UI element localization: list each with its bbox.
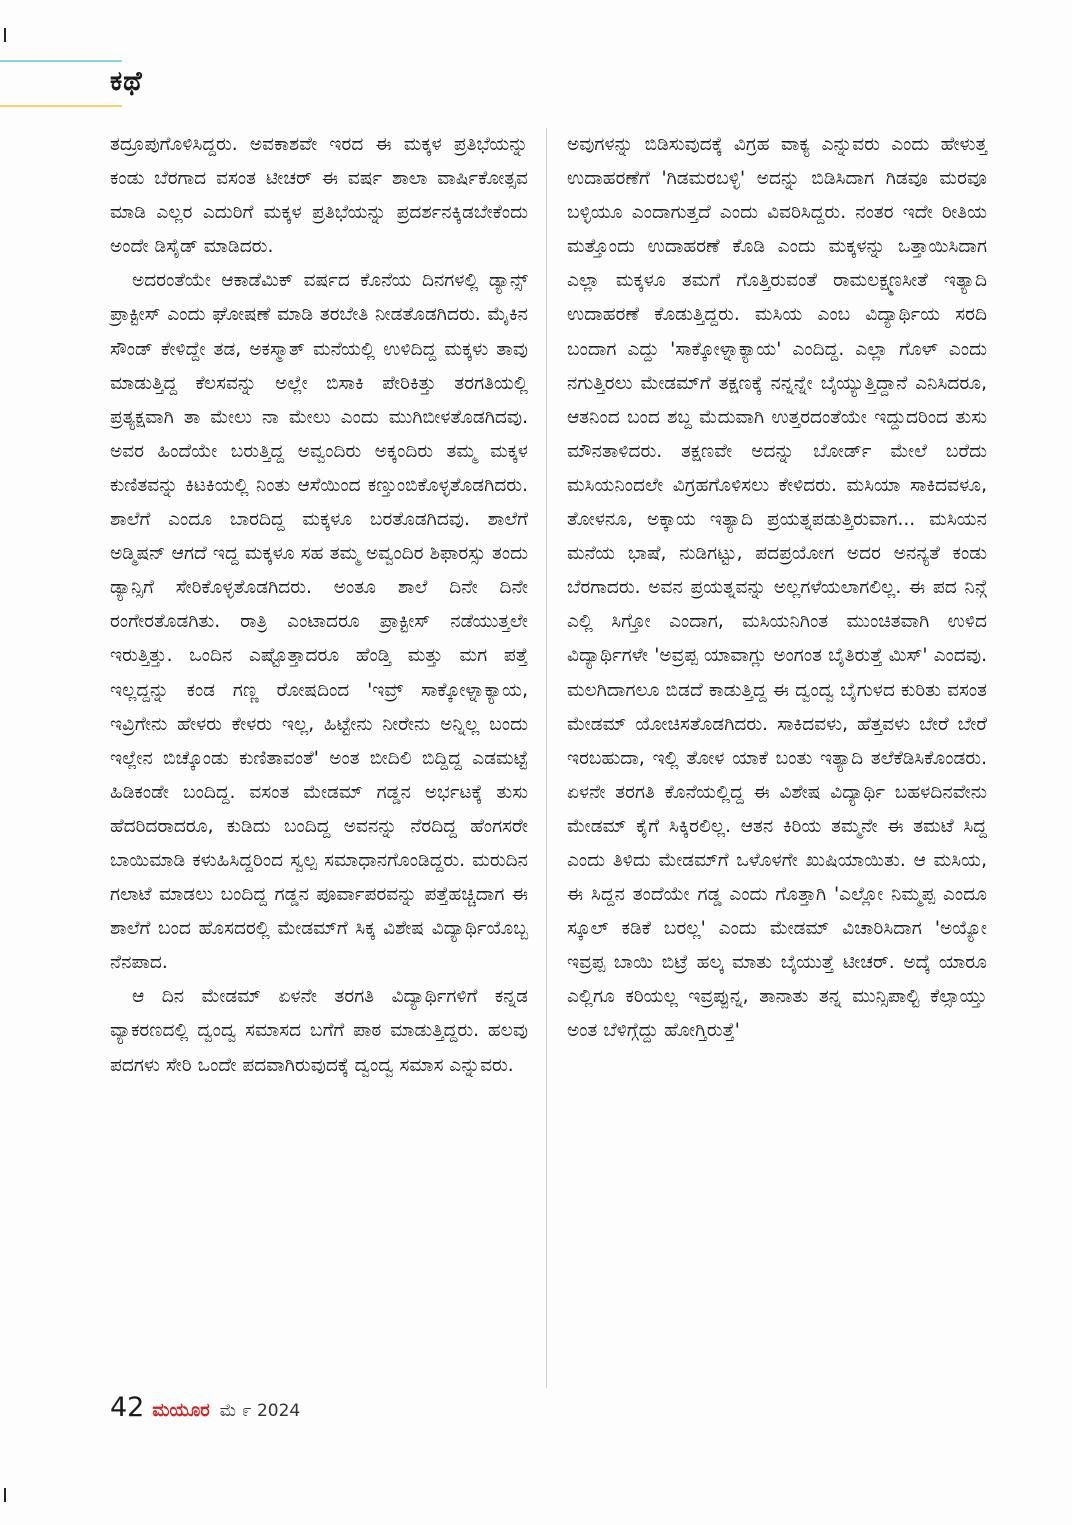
page-footer [110, 1392, 300, 1432]
page-number: 42 [110, 1392, 145, 1423]
right-column [567, 128, 987, 1049]
header-rule-yellow [0, 105, 122, 107]
paragraph: ಆ ದಿನ ಮೇಡಮ್ ಏಳನೇ ತರಗತಿ ವಿದ್ಯಾರ್ಥಿಗಳಿಗೆ ಕನ್ನಡ ವ್ಯಾಕರಣದಲ್ಲಿ ದ್ವಂದ್ವ ಸಮಾಸದ ಬಗೆಗೆ ಪಾಠ ಮಾಡುತ್ತಿದ್ದರು. ಹಲವು ಪದಗಳು ಸೇರಿ ಒಂದೇ ಪದವಾಗಿರುವುದಕ್ಕೆ ದ್ವಂದ್ವ ಸಮಾಸ ಎನ್ನುವರು. [110, 986, 528, 1076]
magazine-logo: ಮಯೂರ [152, 1400, 210, 1421]
header-rule-blue [0, 60, 122, 62]
left-column [110, 128, 528, 1083]
crop-mark [4, 28, 6, 42]
section-title: ಕಥೆ [110, 66, 143, 97]
paragraph: ತದ್ರೂಪುಗೊಳಿಸಿದ್ದರು. ಅವಕಾಶವೇ ಇರದ ಈ ಮಕ್ಕಳ ಪ್ರತಿಭೆಯನ್ನು ಕಂಡು ಬೆರಗಾದ ವಸಂತ ಟೀಚರ್ ಈ ವರ್ಷ ಶಾಲಾ ವಾರ್ಷಿಕೋತ್ಸವ ಮಾಡಿ ಎಲ್ಲರ ಎದುರಿಗೆ ಮಕ್ಕಳ ಪ್ರತಿಭೆಯನ್ನು ಪ್ರದರ್ಶನಕ್ಕಿಡಬೇಕೆಂದು ಅಂದೇ ಡಿಸೈಡ್ ಮಾಡಿದರು. [110, 134, 528, 258]
paragraph: ಅದರಂತೆಯೇ ಆಕಾಡೆಮಿಕ್ ವರ್ಷದ ಕೊನೆಯ ದಿನಗಳಲ್ಲಿ ಡ್ಯಾನ್ಸ್ ಪ್ರಾಕ್ಟೀಸ್ ಎಂದು ಘೋಷಣೆ ಮಾಡಿ ತರಬೇತಿ ನೀಡತೊಡಗಿದರು. ಮೈಕಿನ ಸೌಂಡ್ ಕೇಳಿದ್ದೇ ತಡ, ಅಕಸ್ಮಾತ್ ಮನೆಯಲ್ಲಿ ಉಳಿದಿದ್ದ ಮಕ್ಕಳು ತಾವು ಮಾಡುತ್ತಿದ್ದ ಕೆಲಸವನ್ನು ಅಲ್ಲೇ ಬಿಸಾಕಿ ಪೇರಿಕಿತ್ತು ತರಗತಿಯಲ್ಲಿ ಪ್ರತ್ಯಕ್ಷವಾಗಿ ತಾ ಮೇಲು ನಾ ಮೇಲು ಎಂದು ಮುಗಿಬೀಳತೊಡಗಿದವು. ಅವರ ಹಿಂದೆಯೇ ಬರುತ್ತಿದ್ದ ಅವ್ವಂದಿರು ಅಕ್ಕಂದಿರು ತಮ್ಮ ಮಕ್ಕಳ ಕುಣಿತವನ್ನು ಕಿಟಕಿಯಲ್ಲಿ ನಿಂತು ಆಸೆಯಿಂದ ಕಣ್ತುಂಬಿಕೊಳ್ಳತೊಡಗಿದರು. ಶಾಲೆಗೆ ಎಂದೂ ಬಾರದಿದ್ದ ಮಕ್ಕಳೂ ಬರತೊಡಗಿದವು. ಶಾಲೆಗೆ ಅಡ್ಮಿಷನ್ ಆಗದೆ ಇದ್ದ ಮಕ್ಕಳೂ ಸಹ ತಮ್ಮ ಅವ್ವಂದಿರ ಶಿಫಾರಸ್ಸು ತಂದು ಡ್ಯಾನ್ಸಿಗೆ ಸೇರಿಕೊಳ್ಳತೊಡಗಿದರು. ಅಂತೂ ಶಾಲೆ ದಿನೇ ದಿನೇ ರಂಗೇರತೊಡಗಿತು. ರಾತ್ರಿ ಎಂಟಾದರೂ ಪ್ರಾಕ್ಟೀಸ್ ನಡೆಯುತ್ತಲೇ ಇರುತ್ತಿತ್ತು. ಒಂದಿನ ಎಷ್ಟೊತ್ತಾದರೂ ಹೆಂಡ್ತಿ ಮತ್ತು ಮಗ ಪತ್ತೆ ಇಲ್ಲದ್ದನ್ನು ಕಂಡ ಗಣ್ಣ ರೋಷದಿಂದ 'ಇವ್ರ್ ಸಾಕ್ಕೋಳ್ನಾಕ್ಯಾಯ, ಇವ್ರಿಗೇನು ಹೇಳರು ಕೇಳರು ಇಲ್ಲ, ಹಿಟ್ಟೇನು ನೀರೇನು ಅನ್ನಿಲ್ಲ ಬಂದು ಇಲ್ಲೇನ ಬಿಚ್ಕೊಂಡು ಕುಣಿತಾವಂತೆ' ಅಂತ ಬೀದಿಲಿ ಬಿದ್ದಿದ್ದ ಎಡಮಟ್ಟೆ ಹಿಡಿಕಂಡೇ ಬಂದಿದ್ದ. ವಸಂತ ಮೇಡಮ್ ಗಡ್ಡನ ಅರ್ಭಟಕ್ಕೆ ತುಸು ಹೆದರಿದರಾದರೂ, ಕುಡಿದು ಬಂದಿದ್ದ ಅವನನ್ನು ನೆರದಿದ್ದ ಹೆಂಗಸರೇ ಬಾಯಿಮಾಡಿ ಕಳುಹಿಸಿದ್ದರಿಂದ ಸ್ವಲ್ಪ ಸಮಾಧಾನಗೊಂಡಿದ್ದರು. ಮರುದಿನ ಗಲಾಟೆ ಮಾಡಲು ಬಂದಿದ್ದ ಗಡ್ಡನ ಪೂರ್ವಾಪರವನ್ನು ಪತ್ತೆಹಚ್ಚಿದಾಗ ಈ ಶಾಲೆಗೆ ಬಂದ ಹೊಸದರಲ್ಲಿ ಮೇಡಮ್‌ಗೆ ಸಿಕ್ಕ ವಿಶೇಷ ವಿದ್ಯಾರ್ಥಿಯೊಬ್ಬ ನೆನಪಾದ. [110, 270, 528, 974]
paragraph: ಅವುಗಳನ್ನು ಬಿಡಿಸುವುದಕ್ಕೆ ವಿಗ್ರಹ ವಾಕ್ಯ ಎನ್ನುವರು ಎಂದು ಹೇಳುತ್ತ ಉದಾಹರಣೆಗೆ 'ಗಿಡಮರಬಳ್ಳಿ' ಅದನ್ನು ಬಿಡಿಸಿದಾಗ ಗಿಡವೂ ಮರವೂ ಬಳ್ಳಿಯೂ ಎಂದಾಗುತ್ತದೆ ಎಂದು ವಿವರಿಸಿದ್ದರು. ನಂತರ ಇದೇ ರೀತಿಯ ಮತ್ತೊಂದು ಉದಾಹರಣೆ ಕೊಡಿ ಎಂದು ಮಕ್ಕಳನ್ನು ಒತ್ತಾಯಿಸಿದಾಗ ಎಲ್ಲಾ ಮಕ್ಕಳೂ ತಮಗೆ ಗೊತ್ತಿರುವಂತೆ ರಾಮಲಕ್ಷ್ಮಣಸೀತೆ ಇತ್ಯಾದಿ ಉದಾಹರಣೆ ಕೊಡುತ್ತಿದ್ದರು. ಮಸಿಯ ಎಂಬ ವಿದ್ಯಾರ್ಥಿಯ ಸರದಿ ಬಂದಾಗ ಎದ್ದು 'ಸಾಕ್ಕೋಳ್ನಾಕ್ಯಾಯ' ಎಂದಿದ್ದ. ಎಲ್ಲಾ ಗೊಳ್ ಎಂದು ನಗುತ್ತಿರಲು ಮೇಡಮ್‌ಗೆ ತಕ್ಷಣಕ್ಕೆ ನನ್ನನ್ನೇ ಬೈಯ್ಯುತ್ತಿದ್ದಾನೆ ಎನಿಸಿದರೂ, ಆತನಿಂದ ಬಂದ ಶಬ್ದ ಮೆದುವಾಗಿ ಉತ್ತರದಂತೆಯೇ ಇದ್ದುದರಿಂದ ತುಸು ಮೌನತಾಳಿದರು. ತಕ್ಷಣವೇ ಅದನ್ನು ಬೋರ್ಡ್ ಮೇಲೆ ಬರೆದು ಮಸಿಯನಿಂದಲೇ ವಿಗ್ರಹಗೊಳಿಸಲು ಕೇಳಿದರು. ಮಸಿಯಾ ಸಾಕಿದವಳೂ, ತೋಳನೂ, ಅಕ್ಕಾಯ ಇತ್ಯಾದಿ ಪ್ರಯತ್ನಪಡುತ್ತಿರುವಾಗ... ಮಸಿಯನ ಮನೆಯ ಭಾಷೆ, ನುಡಿಗಟ್ಟು, ಪದಪ್ರಯೋಗ ಅದರ ಅನನ್ಯತೆ ಕಂಡು ಬೆರಗಾದರು. ಅವನ ಪ್ರಯತ್ನವನ್ನು ಅಲ್ಲಗಳೆಯಲಾಗಲಿಲ್ಲ. ಈ ಪದ ನಿನ್ಗೆ ಎಲ್ಲಿ ಸಿಗ್ತೋ ಎಂದಾಗ, ಮಸಿಯನಿಗಿಂತ ಮುಂಚಿತವಾಗಿ ಉಳಿದ ವಿದ್ಯಾರ್ಥಿಗಳೇ 'ಅವ್ರಪ್ಪ ಯಾವಾಗ್ಲು ಅಂಗಂತ ಬೈತಿರುತ್ತೆ ಮಿಸ್' ಎಂದವು. ಮಲಗಿದಾಗಲೂ ಬಿಡದೆ ಕಾಡುತ್ತಿದ್ದ ಈ ದ್ವಂದ್ವ ಬೈಗುಳದ ಕುರಿತು ವಸಂತ ಮೇಡಮ್ ಯೋಚಿಸತೊಡಗಿದರು. ಸಾಕಿದವಳು, ಹೆತ್ತವಳು ಬೇರೆ ಬೇರೆ ಇರಬಹುದಾ, ಇಲ್ಲಿ ತೋಳ ಯಾಕೆ ಬಂತು ಇತ್ಯಾದಿ ತಲೆಕೆಡಿಸಿಕೊಂಡರು. ಏಳನೇ ತರಗತಿ ಕೊನೆಯಲ್ಲಿದ್ದ ಈ ವಿಶೇಷ ವಿದ್ಯಾರ್ಥಿ ಬಹಳದಿನವೇನು ಮೇಡಮ್ ಕೈಗೆ ಸಿಕ್ಕಿರಲಿಲ್ಲ. ಆತನ ಕಿರಿಯ ತಮ್ಮನೇ ಈ ತಮಟೆ ಸಿದ್ದ ಎಂದು ತಿಳಿದು ಮೇಡಮ್‌ಗೆ ಒಳೊಳಗೇ ಖುಷಿಯಾಯಿತು. ಆ ಮಸಿಯ, ಈ ಸಿದ್ದನ ತಂದೆಯೇ ಗಡ್ಡ ಎಂದು ಗೊತ್ತಾಗಿ 'ಎಲ್ಲೋ ನಿಮ್ಮಪ್ಪ ಎಂದೂ ಸ್ಕೂಲ್ ಕಡಿಕೆ ಬರಲ್ಲ' ಎಂದು ಮೇಡಮ್ ವಿಚಾರಿಸಿದಾಗ 'ಅಯ್ಯೋ ಇವ್ರಪ್ಪ ಬಾಯಿ ಬಿಟ್ರೆ ಹಲ್ಕ ಮಾತು ಬೈಯುತ್ತೆ ಟೀಚರ್. ಅದ್ಕೆ ಯಾರೂ ಎಲ್ಲಿಗೂ ಕರಿಯಲ್ಲ ಇವ್ರಪ್ಪುನ್ನ, ತಾನಾತು ತನ್ನ ಮುನ್ಸಿಪಾಲ್ಟಿ ಕೆಲ್ಸಾಯ್ತು ಅಂತ ಬೆಳಿಗ್ಗೆದ್ದು ಹೋಗ್ತಿರುತ್ತೆ' [567, 134, 987, 1042]
issue-date: ಮೆ ೯ 2024 [219, 1401, 301, 1421]
column-divider [546, 128, 547, 1388]
crop-mark [4, 1488, 6, 1502]
